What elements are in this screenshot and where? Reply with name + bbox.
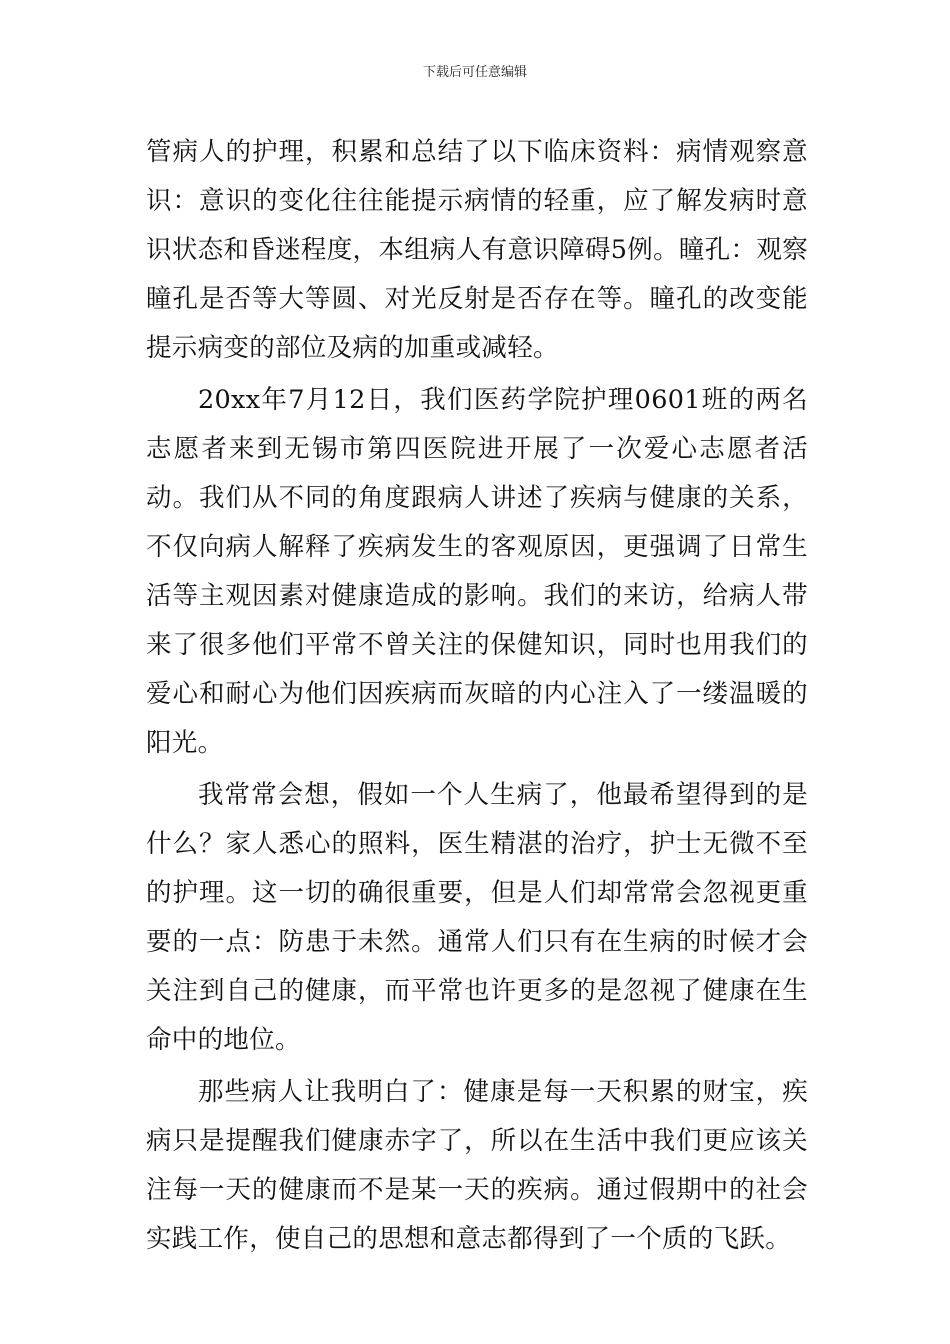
paragraph-2: 20xx年7月12日，我们医药学院护理0601班的两名志愿者来到无锡市第四医院进开展了一次爱心志愿者活动。我们从不同的角度跟病人讲述了疾病与健康的关系，不仅向病人解释了疾病发生的客观原因，更强调了日常生活等主观因素对健康造成的影响。我们的来访，给病人带来了很多他们平常不曾关注的保健知识，同时也用我们的爱心和耐心为他们因疾病而灰暗的内心注入了一缕温暖的阳光。: [146, 385, 808, 758]
paragraph-4: 那些病人让我明白了：健康是每一天积累的财宝，疾病只是提醒我们健康赤字了，所以在生活中我们更应该关注每一天的健康而不是某一天的疾病。通过假期中的社会实践工作，使自己的思想和意志都得到了一个质的飞跃。: [146, 1077, 808, 1254]
document-body: [146, 128, 808, 1264]
paragraph-3: 我常常会想，假如一个人生病了，他最希望得到的是什么？家人悉心的照料，医生精湛的治疗，护士无微不至的护理。这一切的确很重要，但是人们却常常会忽视更重要的一点：防患于未然。通常人们只有在生病的时候才会关注到自己的健康，而平常也许更多的是忽视了健康在生命中的地位。: [146, 780, 808, 1055]
page-header-note: 下载后可任意编辑: [422, 65, 527, 80]
paragraph-1: 管病人的护理，积累和总结了以下临床资料：病情观察意识：意识的变化往往能提示病情的轻重，应了解发病时意识状态和昏迷程度，本组病人有意识障碍5例。瞳孔：观察瞳孔是否等大等圆、对光反射是否存在等。瞳孔的改变能提示病变的部位及病的加重或减轻。: [146, 137, 808, 363]
